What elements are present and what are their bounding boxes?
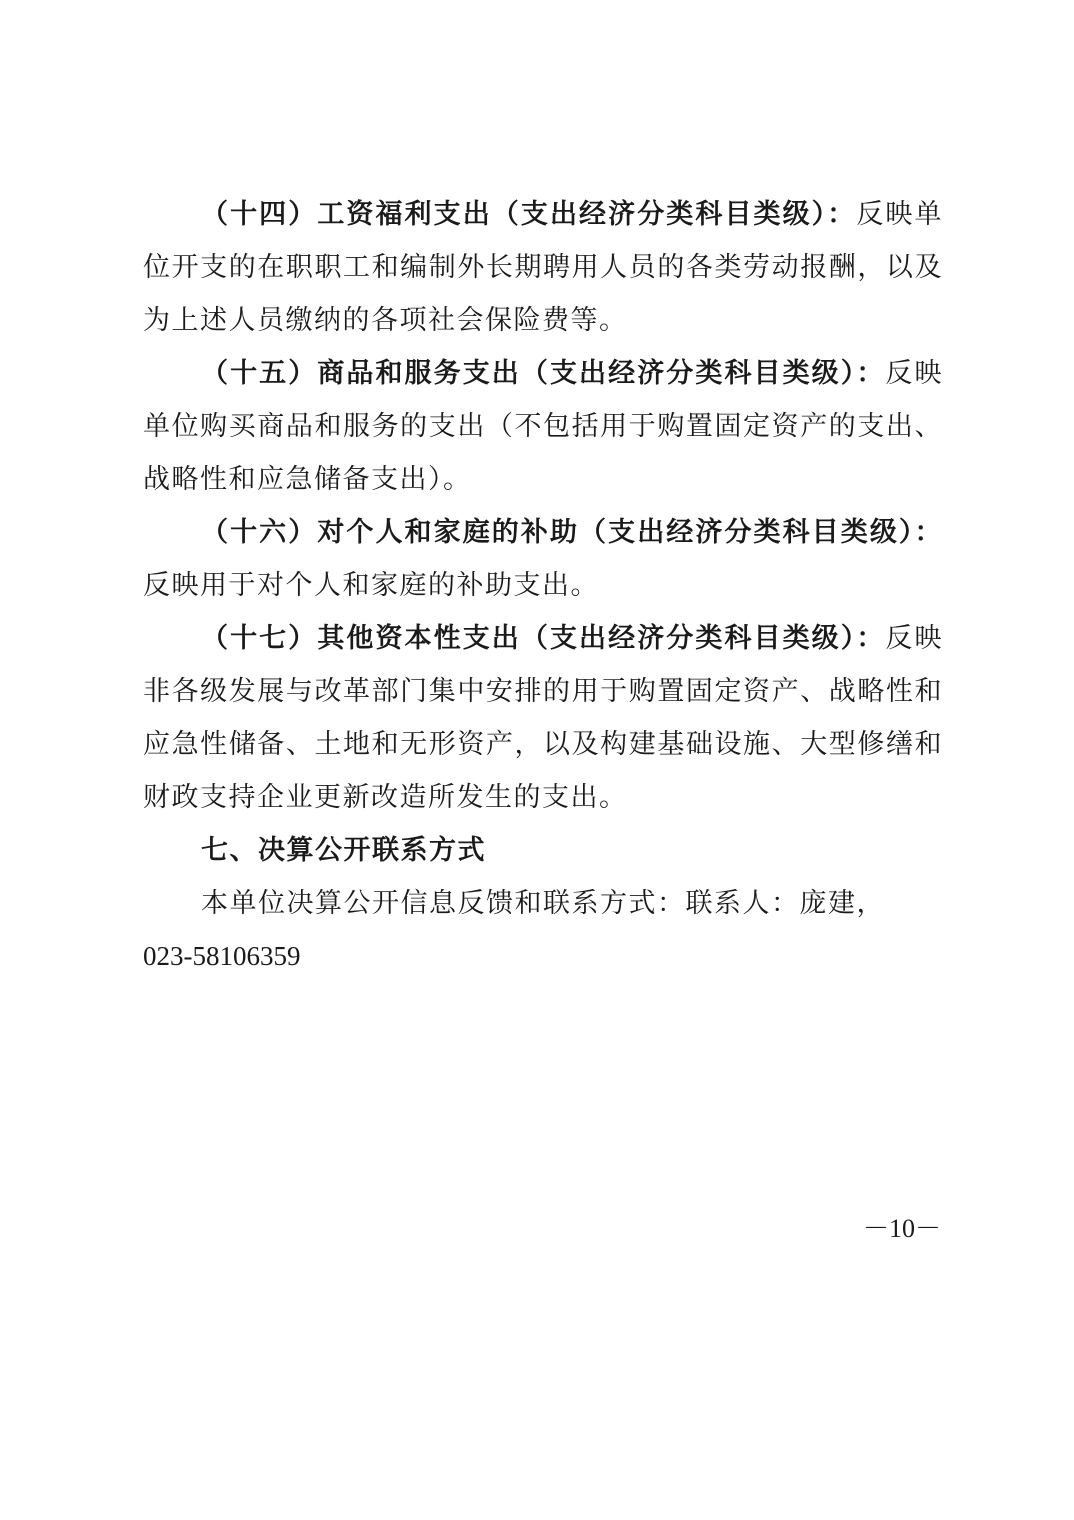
contact-paragraph: 本单位决算公开信息反馈和联系方式：联系人：庞建， <box>201 888 885 919</box>
document-body <box>143 188 943 983</box>
paragraph-text: 反映非各级发展与改革部门集中安排的用于购置固定资产、战略性和应急性储备、土地和无形资产，以及构建基础设施、大型修缮和财政支持企业更新改造所发生的支出。 <box>143 623 944 813</box>
paragraph-text: 反映单位购买商品和服务的支出（不包括用于购置固定资产的支出、战略性和应急储备支出）。 <box>143 358 944 495</box>
paragraph-lead: （十六）对个人和家庭的补助（支出经济分类科目类级）： <box>201 517 943 548</box>
paragraph-other-capital-expenditure <box>143 612 943 824</box>
page-number: －10－ <box>862 1214 941 1243</box>
paragraph-individual-household-subsidy <box>143 506 943 612</box>
section-heading-contact: 七、决算公开联系方式 <box>201 835 486 866</box>
paragraph-goods-services-expenditure <box>143 347 943 506</box>
paragraph-lead: （十四）工资福利支出（支出经济分类科目类级）： <box>201 199 857 230</box>
paragraph-text: 反映用于对个人和家庭的补助支出。 <box>143 570 599 601</box>
contact-phone: 023-58106359 <box>143 941 301 971</box>
paragraph-lead: （十五）商品和服务支出（支出经济分类科目类级）： <box>201 358 886 389</box>
paragraph-text: 反映单位开支的在职职工和编制外长期聘用人员的各类劳动报酬，以及为上述人员缴纳的各项社会保险费等。 <box>143 199 944 336</box>
paragraph-wage-welfare-expenditure <box>143 188 943 347</box>
paragraph-lead: （十七）其他资本性支出（支出经济分类科目类级）： <box>201 623 886 654</box>
